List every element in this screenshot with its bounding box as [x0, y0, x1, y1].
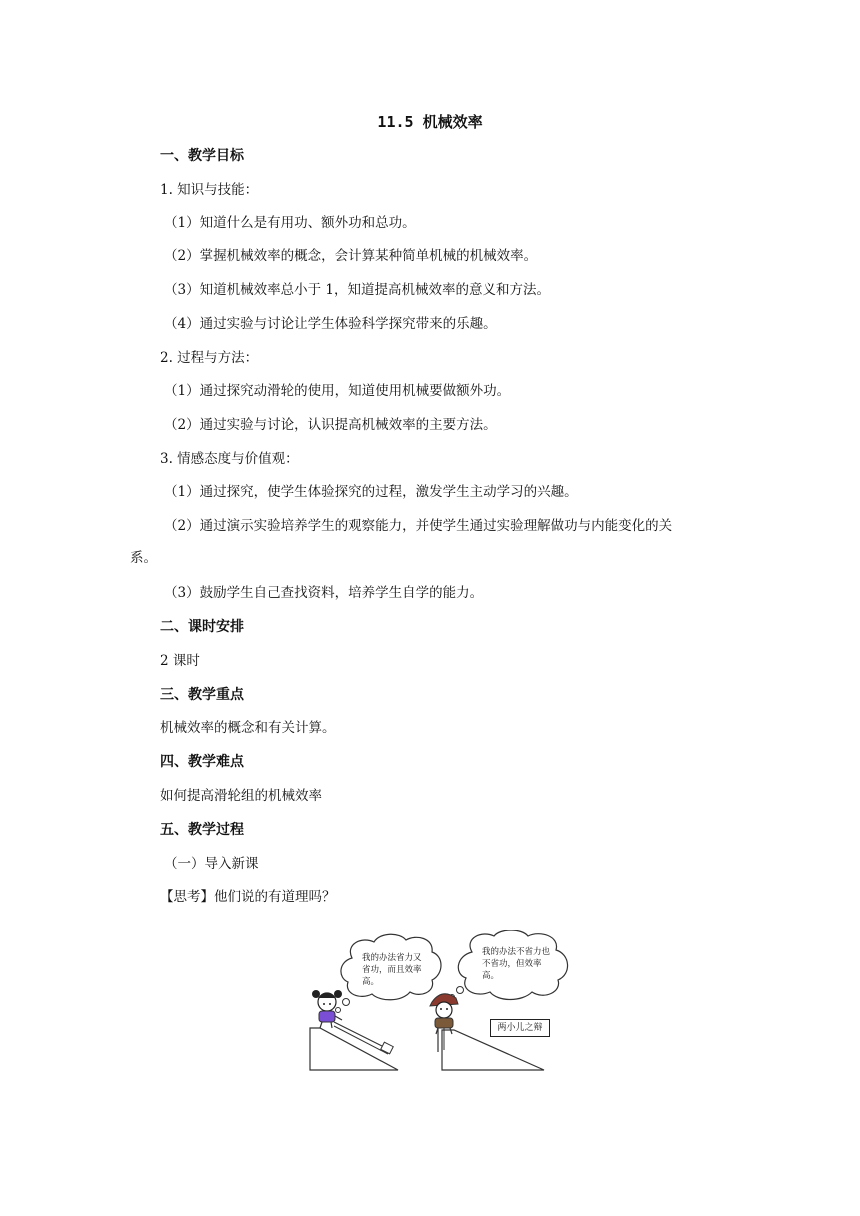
list-item: （1）通过探究动滑轮的使用，知道使用机械要做额外功。 [164, 383, 511, 399]
section-heading-objectives: 一、教学目标 [160, 148, 244, 164]
page-title: 11.5 机械效率 [377, 113, 483, 131]
list-item: （3）鼓励学生自己查找资料，培养学生自学的能力。 [164, 585, 484, 601]
subheading-attitude: 3. 情感态度与价值观： [160, 451, 299, 467]
debate-illustration [300, 930, 600, 1085]
schedule-text: 2 课时 [160, 653, 200, 669]
subheading-process: 2. 过程与方法： [160, 350, 259, 366]
list-item: （3）知道机械效率总小于 1，知道提高机械效率的意义和方法。 [164, 282, 550, 298]
section-heading-keypoints: 三、教学重点 [160, 687, 244, 703]
section-heading-process: 五、教学过程 [160, 822, 244, 838]
list-item: （2）掌握机械效率的概念，会计算某种简单机械的机械效率。 [164, 248, 538, 264]
list-item: （1）通过探究，使学生体验探究的过程，激发学生主动学习的兴趣。 [164, 484, 578, 500]
left-bubble-text: 我的办法省力又省功，而且效率高。 [362, 953, 422, 987]
keypoints-text: 机械效率的概念和有关计算。 [160, 720, 336, 736]
list-item: （2）通过实验与讨论，认识提高机械效率的主要方法。 [164, 417, 497, 433]
list-item: （1）知道什么是有用功、额外功和总功。 [164, 215, 416, 231]
figure-caption: 两小儿之辩 [490, 1019, 550, 1037]
list-item-continued: 系。 [130, 550, 157, 566]
section-heading-schedule: 二、课时安排 [160, 619, 244, 635]
list-item: （2）通过演示实验培养学生的观察能力，并使学生通过实验理解做功与内能变化的关 [164, 518, 673, 534]
right-bubble-text: 我的办法不省力也不省功，但效率高。 [482, 947, 551, 981]
section-heading-difficulties: 四、教学难点 [160, 754, 244, 770]
difficulties-text: 如何提高滑轮组的机械效率 [160, 788, 322, 804]
think-prompt: 【思考】他们说的有道理吗？ [160, 889, 336, 905]
illustration-drawing [300, 930, 600, 1085]
subheading-knowledge: 1. 知识与技能： [160, 182, 259, 198]
list-item: （4）通过实验与讨论让学生体验科学探究带来的乐趣。 [164, 316, 497, 332]
subheading-intro: （一）导入新课 [164, 856, 259, 872]
